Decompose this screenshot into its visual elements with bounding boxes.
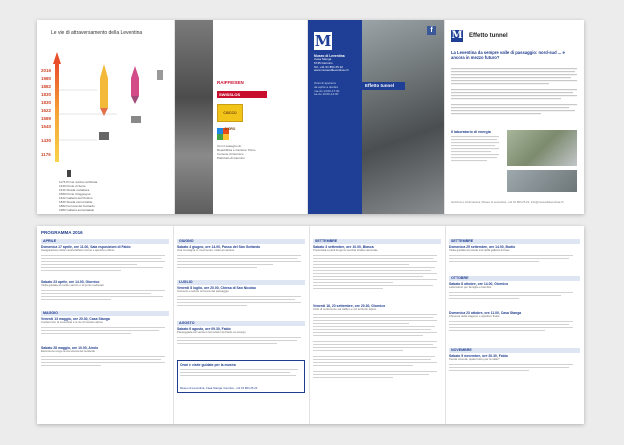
- cover-photo-traffic: [362, 20, 444, 214]
- event-date: Sabato 8 ottobre, ore 14.00, Giornico: [449, 282, 509, 286]
- event-date: Venerdì 8 luglio, ore 20.00, Chiesa di San Nicolao: [177, 286, 256, 290]
- program-event: [177, 245, 305, 253]
- cover-panel: [308, 20, 444, 214]
- cover-blue-band: [308, 20, 362, 214]
- event-text: Conferenza: la Leventina e le vie di transito alpine: [41, 320, 103, 325]
- legend-line: 1176 Prima notizia certificata: [59, 180, 98, 184]
- timeline-legend: [59, 180, 169, 212]
- credit-line: Con il sostegno di:: [217, 144, 242, 148]
- year-label: 1622: [41, 108, 52, 113]
- legend-line: 1540 Strada mulattiera: [59, 188, 90, 192]
- month-header: OTTOBRE: [449, 276, 580, 281]
- event-text: Inaugurazione della mostra Effetto tunnel e aperitivo offerto: [41, 248, 115, 253]
- month-header: LUGLIO: [177, 280, 305, 285]
- address-line: 6745 Giornico: [314, 60, 333, 65]
- event-date: Domenica 17 aprile, ore 11.00, Sala esposizioni di Faido: [41, 245, 131, 249]
- pencil-icon: [100, 78, 108, 108]
- program-event: [313, 304, 441, 312]
- program-event: [449, 354, 580, 362]
- event-date: Sabato 6 agosto, ore 09.30, Faido: [177, 327, 231, 331]
- facebook-icon[interactable]: f: [427, 26, 436, 35]
- train-icon: [99, 132, 109, 140]
- credit-line: Comune di Giornico: [217, 152, 244, 156]
- legend-line: 1430 Ponte di Sorte: [59, 184, 86, 188]
- event-date: Venerdì 13 maggio, ore 20.30, Casa Stanga: [41, 317, 110, 321]
- program-event: [177, 327, 305, 335]
- year-label: 1882: [41, 84, 52, 89]
- intro-paragraphs: [451, 68, 579, 128]
- program-column-1: [41, 237, 169, 379]
- address-line: www.museodileventina.ch: [314, 68, 349, 73]
- tunnel-photo: [507, 170, 577, 192]
- program-event: [313, 245, 441, 253]
- event-text: Tavola rotonda: quale futuro per la valle?: [449, 357, 500, 362]
- program-column-4: [449, 237, 580, 385]
- year-label: 1830: [41, 100, 52, 105]
- event-text: Passeggiata sul sentiero ferroviario da Faido a Lavorgo: [177, 330, 246, 335]
- hours-line: da aprile a ottobre: [314, 84, 339, 89]
- energy-lab-title: Il laboratorio di energia: [451, 130, 491, 134]
- legend-line: 1882 Ferrovia del Gottardo: [59, 204, 95, 208]
- month-header: AGOSTO: [177, 321, 305, 326]
- program-event: [449, 245, 580, 253]
- event-text: Visita guidata al nucleo storico e ai ponti medievali: [41, 283, 104, 288]
- intro-headline: La Leventina da sempre valle di passaggio: nord-sud ... e ancora in mezzo futuro?: [451, 50, 565, 60]
- car-icon: [131, 116, 141, 123]
- event-date: Sabato 4 giugno, ore 14.00, Passo del San Gottardo: [177, 245, 261, 249]
- month-header: SETTEMBRE: [313, 239, 441, 244]
- hours-line: Orari di apertura: [314, 81, 336, 85]
- brochure-front: [37, 20, 584, 214]
- event-text: Una montagna in movimento: visita al cantiere: [177, 248, 235, 253]
- program-event: [41, 317, 169, 325]
- info-box: [177, 360, 305, 393]
- sponsor-raiffeisen: RAIFFEISEN: [217, 80, 244, 85]
- sponsor-swisslos: SWISSLOS: [217, 91, 267, 98]
- legend-line: 1830 Strada carrozzabile: [59, 200, 93, 204]
- valley-photo: [507, 130, 577, 166]
- pencil-icon: [131, 78, 139, 96]
- year-label: 1830: [41, 92, 52, 97]
- hours-line: sa-do 10:00-12:00: [314, 92, 339, 97]
- program-event: [449, 311, 580, 319]
- program-event: [177, 286, 305, 294]
- person-icon: [67, 170, 71, 177]
- timeline-panel: [37, 20, 174, 214]
- event-date: Domenica 25 settembre, ore 14.00, Bodio: [449, 245, 516, 249]
- event-date: Domenica 23 ottobre, ore 11.00, Casa Stanga: [449, 311, 522, 315]
- legend-line: 1980 Galleria autostradale: [59, 208, 95, 212]
- program-event: [41, 280, 169, 288]
- year-label: 1430: [41, 138, 52, 143]
- credit-line: Repubblica e Cantone Ticino: [217, 148, 256, 152]
- legend-line: 1589 Ponte Chiggiogna: [59, 192, 91, 196]
- month-header: NOVEMBRE: [449, 348, 580, 353]
- historic-photo: [175, 20, 213, 214]
- question-icon: [157, 70, 163, 80]
- event-text: Ciclo di conferenze sul traffico e sul territorio alpino: [313, 307, 377, 312]
- program-title: PROGRAMMA 2016: [41, 230, 83, 235]
- cover-title: Effetto tunnel: [362, 82, 405, 90]
- intro-footer: Iscrizioni e informazioni: Museo di Leventina, +41 91 864 25 22, info@museodileventina.ch: [451, 200, 564, 204]
- info-box-contact: Museo di Leventina, Casa Stanga, Giornico, +41 91 864 25 22: [180, 386, 258, 390]
- month-header: APRILE: [41, 239, 169, 244]
- program-event: [449, 282, 580, 290]
- event-date: Sabato 5 novembre, ore 20.30, Faido: [449, 354, 508, 358]
- program-event: [41, 245, 169, 253]
- hours-line: ma-do 14:00-17:30: [314, 88, 340, 93]
- month-header: GIUGNO: [177, 239, 305, 244]
- program-column-3: [313, 237, 441, 397]
- month-header: SETTEMBRE: [449, 239, 580, 244]
- year-label: 1980: [41, 76, 52, 81]
- event-text: Laboratorio per famiglie e bambini: [449, 285, 492, 290]
- intro-panel: [445, 20, 584, 214]
- year-label: 1589: [41, 116, 52, 121]
- timeline-bar: [55, 64, 59, 162]
- event-text: Escursione lungo la via storica del Gottardo: [41, 349, 95, 354]
- chart-title: Le vie di attraversamento della Leventina: [51, 30, 143, 36]
- photo-sponsor-panel: [175, 20, 307, 214]
- museum-logo: M: [451, 30, 463, 41]
- intro-title: Effetto tunnel: [469, 33, 508, 39]
- address-line: Casa Stanga: [314, 57, 332, 61]
- program-event: [41, 346, 169, 354]
- event-text: Traversata a piedi lungo la vecchia strada cantonale: [313, 248, 378, 253]
- event-text: Chiusura della stagione e aperitivo finale: [449, 314, 500, 319]
- event-date: Sabato 28 maggio, ore 10.00, Airolo: [41, 346, 99, 350]
- program-column-2: [177, 237, 305, 393]
- month-header: MAGGIO: [41, 311, 169, 316]
- year-label: 1176: [41, 152, 51, 157]
- address-line: Tel. +41 91 864 25 22: [314, 64, 343, 69]
- museum-name: Museo di Leventina: [314, 54, 345, 58]
- arrow-up-icon: [53, 52, 61, 64]
- legend-line: 1622 Galleria del Piottino: [59, 196, 93, 200]
- info-box-title: Orari e visite guidate per la mostra: [180, 363, 236, 367]
- event-text: Visita guidata al portale sud della galleria di base: [449, 248, 510, 253]
- event-date: Sabato 23 aprile, ore 14.00, Giornico: [41, 280, 100, 284]
- event-date: Venerdì 16, 23 settembre, ore 20.30, Giornico: [313, 304, 386, 308]
- event-date: Sabato 3 settembre, ore 10.00, Biasca: [313, 245, 374, 249]
- event-text: Concerto e letture sul tema del passaggio: [177, 289, 229, 294]
- year-label: 1540: [41, 124, 52, 129]
- energy-lab-box: [451, 130, 501, 181]
- sponsor-ciocco-logo: CIOCCO D'ORO: [217, 104, 243, 122]
- brochure-back: [37, 226, 584, 424]
- museum-logo: M: [314, 32, 332, 50]
- credit-line: Patriziato di Giornico: [217, 156, 245, 160]
- year-label: 2016: [41, 68, 52, 73]
